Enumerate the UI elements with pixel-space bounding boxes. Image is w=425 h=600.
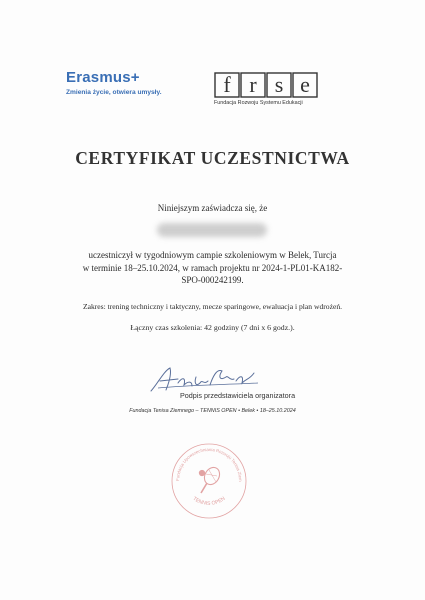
training-scope: Zakres: trening techniczny i taktyczny, mecze sparingowe, ewaluacja i plan wdrożeń. <box>82 302 343 311</box>
body-line: SPO-000242199. <box>181 275 244 285</box>
svg-text:TENNIS OPEN: TENNIS OPEN <box>191 495 227 507</box>
training-hours: Łączny czas szkolenia: 42 godziny (7 dni x 6 godz.). <box>130 323 295 332</box>
body-line: uczestniczył w tygodniowym campie szkoleniowym w Belek, Turcja <box>88 250 337 260</box>
participant-name-redacted <box>157 223 267 237</box>
frse-caption: Fundacja Rozwoju Systemu Edukacji <box>214 100 303 106</box>
tennis-racket-icon <box>199 465 222 493</box>
erasmus-brand: Erasmus+ <box>66 69 140 86</box>
frse-letter: f <box>223 72 231 97</box>
body-line: w terminie 18–25.10.2024, w ramach projektu nr 2024-1-PL01-KA182- <box>82 262 343 273</box>
frse-letter-boxes <box>214 72 318 98</box>
svg-text:Fundacja Upowszechniania Rozwo: Fundacja Upowszechniania Rozwoju Tenisa Ziem <box>174 446 244 482</box>
certificate-intro: Niniejszym zaświadcza się, że <box>157 203 268 213</box>
certificate-body <box>40 249 385 287</box>
erasmus-logo <box>66 69 162 97</box>
signature-label: Podpis przedstawiciela organizatora <box>180 391 296 400</box>
certificate-title: CERTYFIKAT UCZESTNICTWA <box>75 148 350 168</box>
frse-letter: e <box>300 72 310 97</box>
frse-logo <box>214 72 324 106</box>
footer-line: Fundacja Tenisa Ziemnego – TENNIS OPEN • Belek • 18–25.10.2024 <box>129 408 296 414</box>
frse-letter: s <box>274 72 284 97</box>
organizer-stamp <box>170 442 248 520</box>
erasmus-tagline: Zmienia życie, otwiera umysły. <box>66 89 162 96</box>
frse-letter: r <box>249 72 257 97</box>
